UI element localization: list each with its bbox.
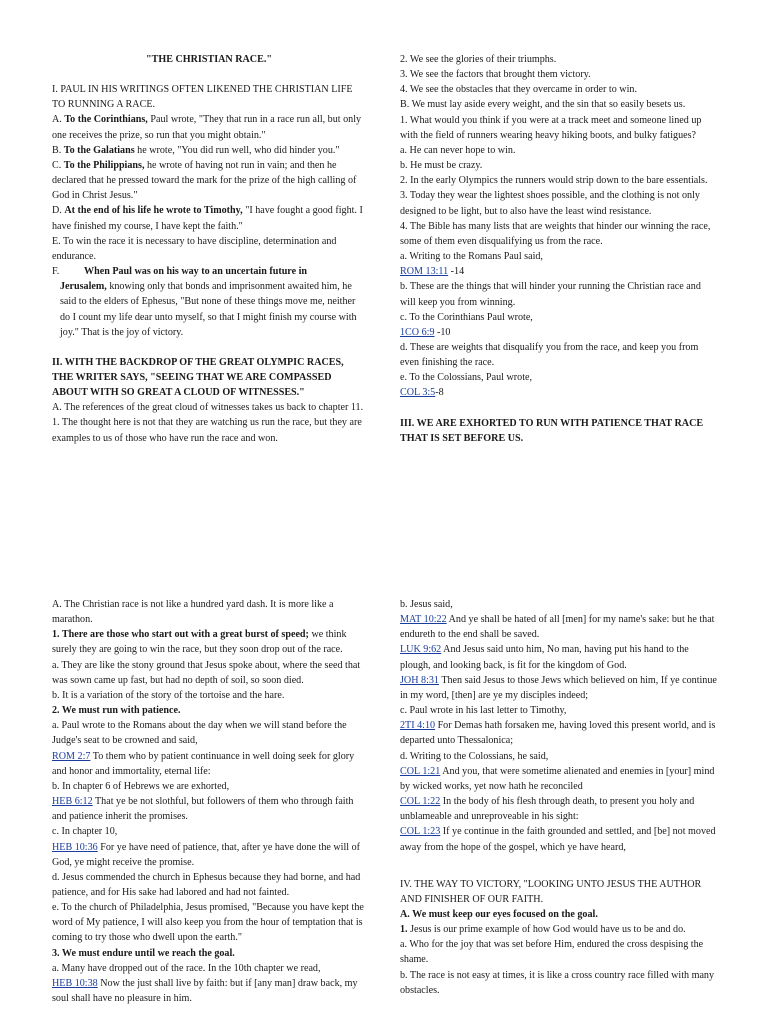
document-title: "THE CHRISTIAN RACE.": [146, 54, 272, 65]
line: b. These are the things that will hinder your running the Christian race and will keep you from winning.: [400, 281, 701, 308]
point-2a-1: 1. The thought here is not that they are watching us run the race, but they are examples to us of those who have run the race and won.: [52, 417, 362, 444]
section-1-heading: I. PAUL IN HIS WRITINGS OFTEN LIKENED THE CHRISTIAN LIFE TO RUNNING A RACE.: [52, 84, 353, 111]
scripture-link[interactable]: ROM 2:7: [52, 750, 91, 762]
line: 1. There are those who start out with a great burst of speed; we think surely they are going to win the race, but they soon drop out of the race.: [52, 629, 347, 656]
scripture-link[interactable]: HEB 10:36: [52, 841, 98, 853]
scripture-link[interactable]: MAT 10:22: [400, 614, 447, 626]
line: d. These are weights that disqualify you from the race, and keep you from even finishing the race.: [400, 341, 699, 369]
top-right-column: [400, 52, 718, 446]
scripture-link[interactable]: 1CO 6:9: [400, 326, 435, 338]
bottom-right-column: [400, 597, 718, 998]
line: c. In chapter 10,: [52, 826, 118, 838]
line: 4. The Bible has many lists that are weights that hinder our winning the race, some of them even disqualifying us from the race.: [400, 220, 711, 247]
scripture-link[interactable]: LUK 9:62: [400, 644, 442, 656]
point-1e: E. To win the race it is necessary to have discipline, determination and endurance.: [52, 235, 337, 262]
scripture-link[interactable]: HEB 6:12: [52, 796, 93, 808]
ref-line: HEB 10:38 Now the just shall live by faith: but if [any man] draw back, my soul shall have no pleasure in him.: [52, 977, 358, 1005]
line: 2. In the early Olympics the runners would strip down to the bare essentials.: [400, 175, 708, 187]
line: a. He can never hope to win.: [400, 144, 516, 156]
line: B. We must lay aside every weight, and the sin that so easily besets us.: [400, 99, 686, 111]
bottom-left-column: [52, 597, 370, 1006]
point-1a: A. To the Corinthians, Paul wrote, "They that run in a race run all, but only one receives the prize, so run that you might obtain.": [52, 114, 362, 141]
line: 1. What would you think if you were at a track meet and someone lined up with the field of runners wearing heavy hiking boots, and bulky fatigues?: [400, 114, 702, 141]
ref-line: LUK 9:62 And Jesus said unto him, No man, having put his hand to the plough, and looking back, is fit for the kingdom of God.: [400, 644, 689, 671]
scripture-link[interactable]: COL 1:21: [400, 765, 441, 777]
ref-line: COL 3:5-8: [400, 387, 444, 399]
ref-line: 2TI 4:10 For Demas hath forsaken me, having loved this present world, and is departed unto Thessalonica;: [400, 720, 716, 747]
point-2a: A. The references of the great cloud of witnesses takes us back to chapter 11.: [52, 402, 364, 414]
line: b. Jesus said,: [400, 599, 453, 610]
line: 1. Jesus is our prime example of how God would have us to be and do.: [400, 924, 686, 936]
scripture-link[interactable]: 2TI 4:10: [400, 720, 436, 732]
scripture-link[interactable]: COL 1:22: [400, 796, 441, 808]
line: b. It is a variation of the story of the tortoise and the hare.: [52, 689, 285, 701]
section-4-heading: IV. THE WAY TO VICTORY, "LOOKING UNTO JESUS THE AUTHOR AND FINISHER OF OUR FAITH.: [400, 878, 702, 905]
line: 2. We see the glories of their triumphs.: [400, 54, 557, 65]
point-1b: B. To the Galatians he wrote, "You did run well, who did hinder you.": [52, 144, 340, 156]
ref-line: ROM 2:7 To them who by patient continuance in well doing seek for glory and honor and immortality, eternal life:: [52, 750, 355, 777]
line: c. Paul wrote in his last letter to Timothy,: [400, 705, 567, 717]
line: d. Jesus commended the church in Ephesus because they had borne, and had patience, and for His sake had labored and had not fainted.: [52, 871, 361, 898]
line: b. In chapter 6 of Hebrews we are exhorted,: [52, 780, 230, 792]
scripture-link[interactable]: COL 3:5: [400, 387, 436, 399]
point-1c: C. To the Philippians, he wrote of having not run in vain; and then he declared that he pressed toward the mark for the prize of the high calling of God in Christ Jesus.": [52, 159, 357, 202]
line: a. Paul wrote to the Romans about the day when we will stand before the Judge's seat to be crowned and said,: [52, 720, 347, 747]
line: e. To the church of Philadelphia, Jesus promised, "Because you have kept the word of My patience, I will also keep you from the hour of temptation that is coming to try those who dwell upon the earth.": [52, 902, 364, 944]
line: 2. We must run with patience.: [52, 705, 181, 717]
line: a. Who for the joy that was set before Him, endured the cross despising the shame.: [400, 939, 704, 966]
point-1d: D. At the end of his life he wrote to Timothy, "I have fought a good fight. I have finished my course, I have kept the faith.": [52, 205, 363, 232]
line: 4. We see the obstacles that they overcame in order to win.: [400, 84, 637, 96]
ref-line: HEB 10:36 For ye have need of patience, that, after ye have done the will of God, ye might receive the promise.: [52, 841, 361, 868]
ref-line: COL 1:22 In the body of his flesh through death, to present you holy and unblameable and unreproveable in his sight:: [400, 796, 695, 823]
ref-line: COL 1:21 And you, that were sometime alienated and enemies in [your] mind by wicked works, yet now hath he reconciled: [400, 765, 715, 792]
section-3-heading: III. WE ARE EXHORTED TO RUN WITH PATIENCE THAT RACE THAT IS SET BEFORE US.: [400, 417, 704, 444]
line: A. We must keep our eyes focused on the goal.: [400, 908, 598, 920]
line: 3. Today they wear the lightest shoes possible, and the clothing is not only designed to be light, but to also have the least wind resistance.: [400, 190, 700, 217]
ref-line: COL 1:23 If ye continue in the faith grounded and settled, and [be] not moved away from the hope of the gospel, which ye have heard,: [400, 826, 716, 853]
line: 3. We see the factors that brought them victory.: [400, 69, 591, 81]
ref-line: JOH 8:31 Then said Jesus to those Jews which believed on him, If ye continue in my word, [then] are ye my disciples indeed;: [400, 674, 717, 701]
ref-line: ROM 13:11 -14: [400, 266, 465, 278]
line: 3. We must endure until we reach the goal.: [52, 947, 235, 959]
line: A. The Christian race is not like a hundred yard dash. It is more like a marathon.: [52, 599, 334, 626]
line: a. They are like the stony ground that Jesus spoke about, where the seed that was sown came up fast, but had no depth of soil, so soon died.: [52, 659, 361, 686]
line: e. To the Colossians, Paul wrote,: [400, 372, 532, 384]
scripture-link[interactable]: COL 1:23: [400, 826, 441, 838]
line: d. Writing to the Colossians, he said,: [400, 750, 549, 762]
line: a. Writing to the Romans Paul said,: [400, 251, 543, 263]
top-left-column: [52, 52, 366, 446]
point-1f-body: Jerusalem, knowing only that bonds and imprisonment awaited him, he said to the elders of Ephesus, "But none of these things move me, neither do I count my life dear unto myself, so that I might finish my course with joy." That is the joy of victory.: [60, 281, 357, 338]
point-1f: F. When Paul was on his way to an uncertain future in: [52, 266, 308, 278]
line: b. He must be crazy.: [400, 160, 483, 172]
ref-line: MAT 10:22 And ye shall be hated of all [men] for my name's sake: but he that endureth to the end shall be saved.: [400, 614, 715, 641]
line: c. To the Corinthians Paul wrote,: [400, 311, 533, 323]
line: b. The race is not easy at times, it is like a cross country race filled with many obstacles.: [400, 969, 715, 996]
scripture-link[interactable]: ROM 13:11: [400, 266, 449, 278]
ref-line: HEB 6:12 That ye be not slothful, but followers of them who through faith and patience inherit the promises.: [52, 796, 354, 823]
ref-line: 1CO 6:9 -10: [400, 326, 451, 338]
bottom-page: [0, 512, 768, 1024]
scripture-link[interactable]: HEB 10:38: [52, 977, 98, 989]
line: a. Many have dropped out of the race. In the 10th chapter we read,: [52, 962, 321, 974]
section-2-heading: II. WITH THE BACKDROP OF THE GREAT OLYMPIC RACES, THE WRITER SAYS, "SEEING THAT WE ARE COMPASSED ABOUT WITH SO GREAT A CLOUD OF WITNESSES.": [52, 356, 344, 399]
scripture-link[interactable]: JOH 8:31: [400, 674, 439, 686]
